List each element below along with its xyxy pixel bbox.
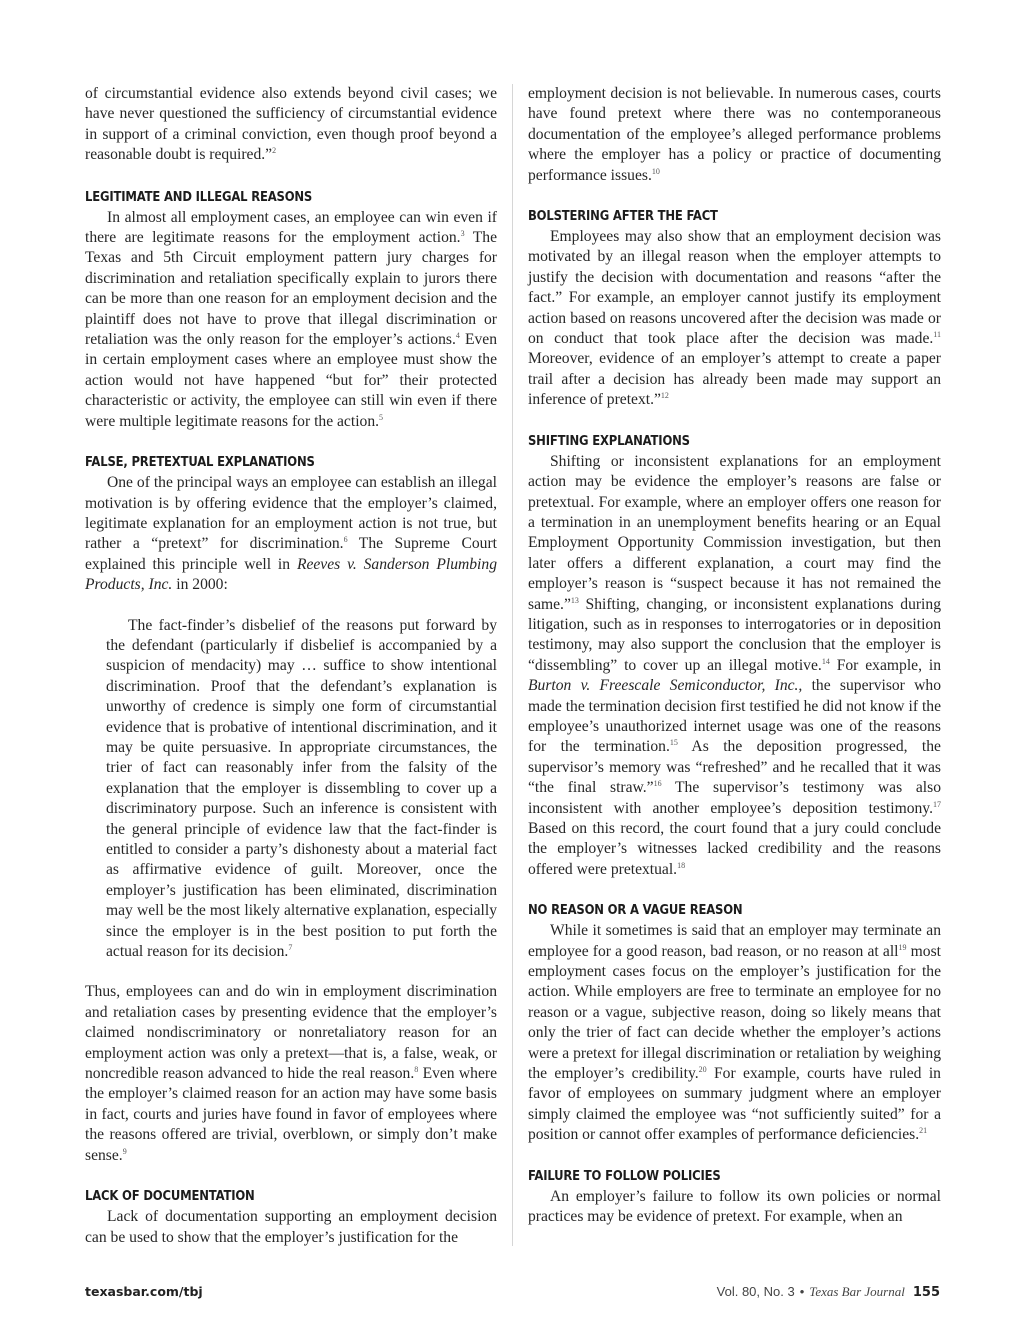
bullet-separator: • xyxy=(799,1284,805,1299)
footnote-ref[interactable]: 11 xyxy=(933,330,941,340)
column-divider xyxy=(512,84,513,1246)
page-number: 155 xyxy=(912,1285,940,1300)
heading-legitimate-reasons: LEGITIMATE AND ILLEGAL REASONS xyxy=(85,189,313,205)
heading-lack-of-documentation: LACK OF DOCUMENTATION xyxy=(85,1189,255,1205)
footnote-ref[interactable]: 10 xyxy=(651,166,660,176)
left-column xyxy=(85,84,497,1248)
website-link[interactable]: texasbar.com/tbj xyxy=(85,1284,203,1299)
heading-pretextual-explanations: FALSE, PRETEXTUAL EXPLANATIONS xyxy=(85,455,315,471)
paragraph-pretextual-conclusion: Thus, employees can and do win in employment discrimination and retaliation cases by presenting evidence that the employer’s claimed nondiscriminatory or nonretaliatory reason for an employment action was only a pretext—that is, a false, weak, or noncredible reason advanced to hide the real reason.$^8$ Even where the employer’s claimed reason for an action may have some basis in fact, courts and juries have found in favor of employees where the reasons offered are trivial, overblown, or simply don’t make sense.$^9$ xyxy=(85,983,497,1164)
paragraph-failure-to-follow-policies: An employer’s failure to follow its own policies or normal practices may be evidence of pretext. For example, when an xyxy=(528,1187,941,1226)
footnote-ref[interactable]: 6 xyxy=(343,535,348,545)
footnote-ref[interactable]: 8 xyxy=(414,1065,419,1075)
heading-shifting-explanations: SHIFTING EXPLANATIONS xyxy=(528,433,690,449)
paragraph-shifting-explanations: Shifting or inconsistent explanations for an employment action may be evidence the employer’s reasons are false or pretextual. For example, where an employer offers one reason for a termination in an unemployment benefits hearing or an Equal Employment Opportunity Commission investigation, but then later offers a different explanation, a court may find the employer’s reason is “suspect because it has not remained the same.”$^{13}$ Shifting, changing, or inconsistent explanations during litigation, such as in responses to interrogatories or in deposition testimony, may also support the conclusion that the employer is “dissembling” to cover up an illegal motive.$^{14}$ For example, in Burton v. Freescale Semiconductor, Inc., the supervisor who made the termination decision first testified he did not know if the employee’s unauthorized internet usage was one of the reasons for the termination.$^{15}$ As the deposition progressed, the supervisor’s memory was “refreshed” and he recalled that it was “the final straw.”$^{16}$ The supervisor’s testimony was also inconsistent with another employee’s deposition testimony.$^{17}$ Based on this record, the court found that a jury could conclude the employer’s witnesses lacked credibility and the reasons offered were pretextual.$^{18}$ xyxy=(528,452,941,878)
footnote-ref[interactable]: 4 xyxy=(455,331,460,341)
heading-no-reason-or-vague-reason: NO REASON OR A VAGUE REASON xyxy=(528,903,743,919)
footnote-ref[interactable]: 9 xyxy=(122,1146,127,1156)
footnote-ref[interactable]: 14 xyxy=(821,656,830,666)
paragraph-bolstering: Employees may also show that an employment decision was motivated by an illegal reason when the employer attempts to justify the decision with documentation and reasons “after the fact.” For example, an employer cannot justify its employment action based on reasons uncovered after the decision was made or on conduct that took place after the decision was made.$^{11}$ Moreover, evidence of an employer’s attempt to create a paper trail after a decision has already been made may support an inference of pretext.”$^{12}$ xyxy=(528,228,941,409)
continued-paragraph: of circumstantial evidence also extends beyond civil cases; we have never questioned the sufficiency of circumstantial evidence in support of a criminal conviction, even though proof beyond a reasonable doubt is required.”$^2$ xyxy=(85,85,497,164)
quote-text: The fact-finder’s disbelief of the reasons put forward by the defendant (particularly if disbelief is accompanied by a suspicion of mendacity) may … suffice to show intentional discrimination. Proof that the defendant’s explanation is unworthy of credence is simply one form of circumstantial evidence that is probative of intentional discrimination, and it may be quite persuasive. In appropriate circumstances, the trier of fact can reasonably infer from the falsity of the explanation that the employer is dissembling to cover up a discriminatory purpose. Such an inference is consistent with the general principle of evidence law that the fact-finder is entitled to consider a party’s dishonesty about a material fact as affirmative evidence of guilt. Moreover, once the employer’s justification has been eliminated, discrimination may well be the most likely alternative explanation, especially since the employer is in the best position to put forth the actual reason for its decision.$^7$ xyxy=(106,616,497,961)
case-name: Burton v. Freescale Semiconductor, Inc., xyxy=(528,677,803,695)
paragraph-lack-of-documentation: Lack of documentation supporting an employment decision can be used to show that the employer’s justification for the xyxy=(85,1208,497,1246)
footnote-ref[interactable]: 13 xyxy=(570,595,579,605)
footnote-ref[interactable]: 18 xyxy=(677,860,686,870)
footer-publication-info xyxy=(717,1284,940,1300)
footnote-ref[interactable]: 21 xyxy=(919,1126,928,1136)
heading-failure-to-follow-policies: FAILURE TO FOLLOW POLICIES xyxy=(528,1168,721,1184)
footnote-ref[interactable]: 5 xyxy=(379,412,384,422)
block-quote xyxy=(106,616,497,963)
case-name: Reeves v. Sanderson Plumbing Products, Inc. xyxy=(85,555,497,594)
paragraph-pretextual-intro: One of the principal ways an employee can establish an illegal motivation is by offering evidence that the employer’s claimed, legitimate explanation for an employment action is not true, but rather a “pretext” for discrimination.$^6$ The Supreme Court explained this principle well in Reeves v. Sanderson Plumbing Products, Inc. in 2000: xyxy=(85,474,497,594)
right-column xyxy=(528,84,941,1228)
continued-paragraph: employment decision is not believable. In numerous cases, courts have found pretext where there was no contemporaneous documentation of the employee’s alleged performance problems where the employer has a policy or practice of documenting performance issues.$^{10}$ xyxy=(528,85,941,184)
footnote-ref[interactable]: 12 xyxy=(660,391,669,401)
footnote-ref[interactable]: 17 xyxy=(933,799,941,809)
paragraph-no-reason: While it sometimes is said that an employer may terminate an employee for a good reason, bad reason, or no reason at all$^{19}$ most employment cases focus on the employer’s justification for the action. While employers are free to terminate an employee for no reason or a vague, subjective reason, doing so likely means that only the trier of fact can decide whether the employer’s actions were a pretext for illegal discrimination or retaliation by weighing the employer’s credibility.$^{20}$ For example, courts have ruled in favor of employees on summary judgment where an employer simply claimed the employee was “not sufficiently suited” for a position or cannot offer examples of performance deficiencies.$^{21}$ xyxy=(528,922,941,1144)
footnote-ref[interactable]: 2 xyxy=(272,146,277,156)
footnote-ref[interactable]: 7 xyxy=(288,943,293,953)
page-footer xyxy=(85,1284,940,1302)
volume-issue: Vol. 80, No. 3 xyxy=(716,1284,795,1299)
footnote-ref[interactable]: 3 xyxy=(460,229,465,239)
footnote-ref[interactable]: 15 xyxy=(669,738,678,748)
paragraph-legitimate-reasons: In almost all employment cases, an employee can win even if there are legitimate reasons for the employment action.$^3$ The Texas and 5th Circuit employment pattern jury charges for discrimination and retaliation specifically explain to jurors there can be more than one reason for an employment decision and the plaintiff does not have to prove that illegal discrimination or retaliation was the only reason for the employer’s actions.$^4$ Even in certain employment cases where an employee must show the action would not have happened “but for” their protected characteristic or activity, the employee can still win even if there were multiple legitimate reasons for the action.$^5$ xyxy=(85,208,497,430)
footnote-ref[interactable]: 19 xyxy=(898,942,907,952)
journal-title: Texas Bar Journal xyxy=(809,1284,905,1299)
footnote-ref[interactable]: 20 xyxy=(698,1065,707,1075)
heading-bolstering-after-the-fact: BOLSTERING AFTER THE FACT xyxy=(528,209,718,225)
footnote-ref[interactable]: 16 xyxy=(653,779,662,789)
